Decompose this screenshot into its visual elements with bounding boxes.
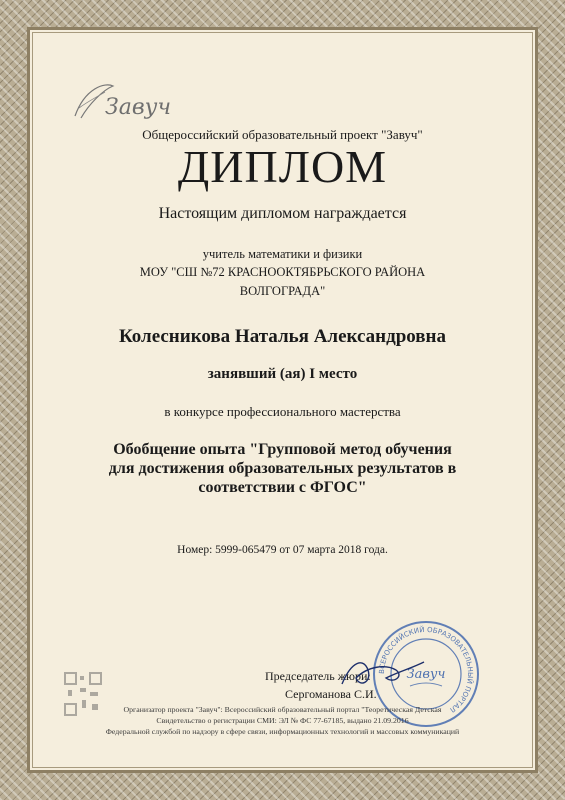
logo-text: Завуч <box>105 95 172 120</box>
award-line: Настоящим дипломом награждается <box>158 205 407 222</box>
project-name: Общероссийский образовательный проект "Завуч" <box>142 127 423 142</box>
fine-print-line: Свидетельство о регистрации СМИ: ЭЛ № ФС 77-67185, выдано 21.09.2016 <box>156 716 409 725</box>
fine-print-line: Организатор проекта "Завуч": Всероссийский образовательный портал "Теоретическая Детская <box>123 705 442 714</box>
jury-chair-label: Председатель жюри: <box>265 669 371 683</box>
zavuch-logo-icon <box>65 78 180 123</box>
recipient-position: учитель математики и физики <box>202 247 363 261</box>
jury-chair-name: Сергоманова С.И. <box>285 687 377 701</box>
certificate-number: Номер: 5999-065479 от 07 марта 2018 года. <box>177 544 388 556</box>
organization-line-1: МОУ "СШ №72 КРАСНООКТЯБРЬСКОГО РАЙОНА <box>139 265 426 279</box>
fine-print-line: Федеральной службой по надзору в сфере связи, информационных технологий и массовых коммуникаций <box>105 727 460 736</box>
seal-ring-text: ВСЕРОССИЙСКИЙ ОБРАЗОВАТЕЛЬНЫЙ ПОРТАЛ <box>377 625 475 714</box>
signature-icon <box>338 648 428 698</box>
work-title-line: для достижения образовательных результатов в <box>108 460 457 477</box>
work-title <box>0 440 565 497</box>
organization-line-2: ВОЛГОГРАДА" <box>239 284 326 298</box>
work-title-line: соответствии с ФГОС" <box>198 479 367 496</box>
contest-description: в конкурсе профессионального мастерства <box>164 404 401 419</box>
diploma-title: ДИПЛОМ <box>177 141 388 192</box>
place-awarded: занявший (ая) I место <box>207 366 358 382</box>
seal-center-text: Завуч <box>406 667 446 682</box>
work-title-line: Обобщение опыта "Групповой метод обучения <box>113 441 452 458</box>
recipient-name: Колесникова Наталья Александровна <box>118 326 447 347</box>
